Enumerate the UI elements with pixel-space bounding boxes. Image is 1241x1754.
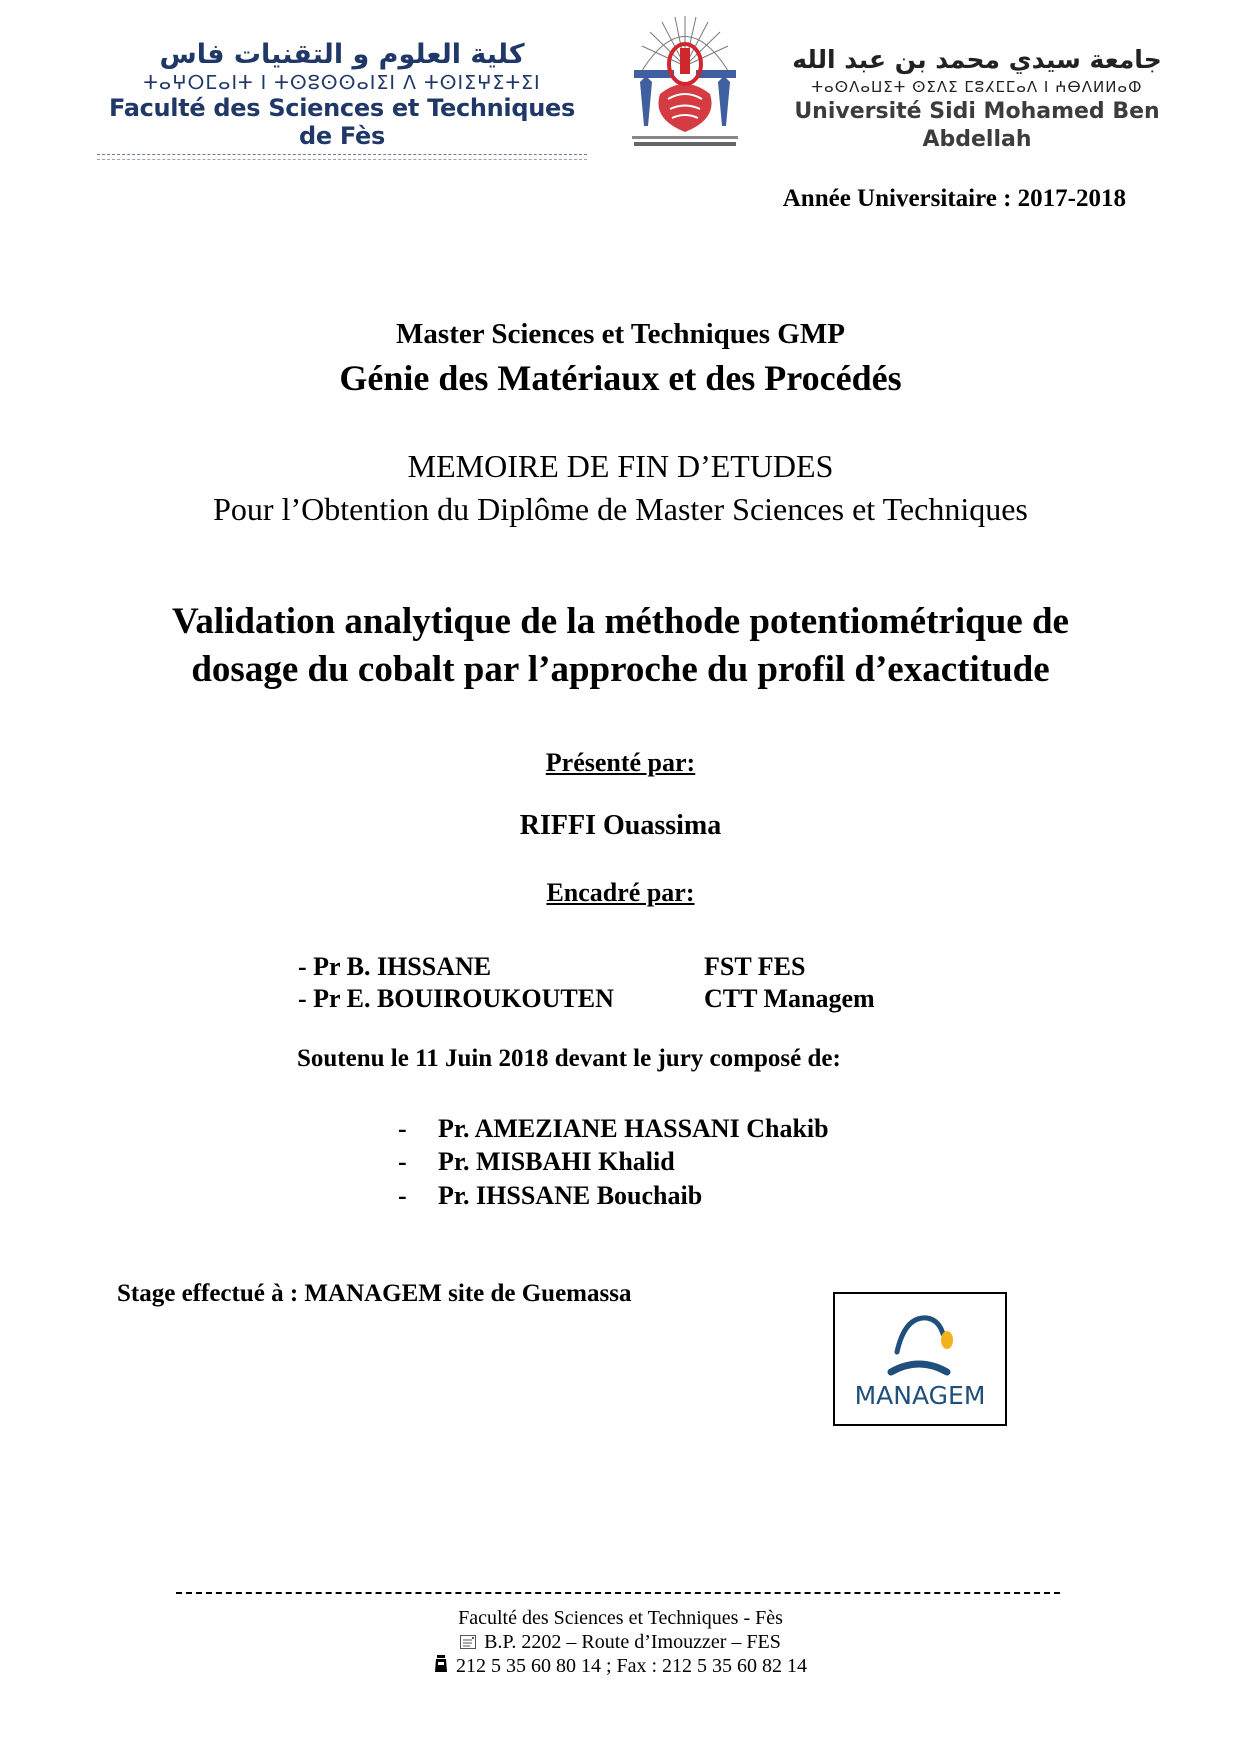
list-dash: - bbox=[398, 1114, 407, 1143]
jury-member bbox=[398, 1147, 675, 1177]
university-emblem-icon bbox=[620, 4, 750, 152]
specialty: Génie des Matériaux et des Procédés bbox=[339, 358, 902, 398]
managem-logo-icon bbox=[835, 1294, 1005, 1424]
university-emblem bbox=[620, 4, 750, 152]
mailbox-icon bbox=[460, 1631, 476, 1655]
thesis-title bbox=[0, 598, 1241, 694]
telephone-icon bbox=[434, 1655, 448, 1679]
footer-phone-text: 212 5 35 60 80 14 ; Fax : 212 5 35 60 82 14 bbox=[455, 1655, 808, 1677]
defense-statement: Soutenu le 11 Juin 2018 devant le jury composé de: bbox=[297, 1045, 841, 1072]
university-logo-arabic: جامعة سيدي محمد بن عبد الله bbox=[792, 45, 1162, 74]
footer-institution: Faculté des Sciences et Techniques - Fès bbox=[458, 1607, 783, 1629]
university-logo-french: Université Sidi Mohamed Ben Abdellah bbox=[794, 99, 1160, 152]
thesis-title-line-1: Validation analytique de la méthode potentiométrique de bbox=[172, 601, 1069, 642]
fst-logo-rule bbox=[97, 154, 587, 160]
supervised-by-label: Encadré par: bbox=[546, 878, 695, 907]
footer-address-text: B.P. 2202 – Route d’Imouzzer – FES bbox=[484, 1631, 781, 1653]
fst-logo-french: Faculté des Sciences et Techniques de Fès bbox=[109, 94, 575, 150]
fst-logo bbox=[92, 38, 592, 148]
academic-year: Année Universitaire : 2017-2018 bbox=[782, 185, 1126, 212]
thesis-title-line-2: dosage du cobalt par l’approche du profil d’exactitude bbox=[191, 649, 1050, 690]
supervisor-affiliation: CTT Managem bbox=[704, 984, 875, 1013]
fst-logo-tifinagh: ⵜⴰⵖⵔⵎⴰⵏⵜ ⵏ ⵜⵙⵓⵙⵙⴰⵏⵉⵏ ⴷ ⵜⵙⵏⵉⵖⵉⵜⵉⵏ bbox=[143, 72, 541, 94]
presented-by-label: Présenté par: bbox=[545, 748, 696, 777]
managem-logo bbox=[833, 1292, 1007, 1426]
document-purpose: Pour l’Obtention du Diplôme de Master Sciences et Techniques bbox=[213, 491, 1028, 527]
internship-statement: Stage effectué à : MANAGEM site de Guemassa bbox=[117, 1280, 632, 1307]
list-dash: - bbox=[398, 1181, 407, 1210]
master-program: Master Sciences et Techniques GMP bbox=[396, 318, 845, 350]
footer-phone bbox=[0, 1654, 1241, 1679]
jury-member bbox=[398, 1181, 702, 1211]
student-name: RIFFI Ouassima bbox=[519, 810, 722, 841]
university-logo-tifinagh: ⵜⴰⵙⴷⴰⵡⵉⵜ ⵙⵉⴷⵉ ⵎⵓⵃⵎⵎⴰⴷ ⵏ ⵄⴱⴷⵍⵍⴰⵀ bbox=[811, 78, 1143, 96]
document-type: MEMOIRE DE FIN D’ETUDES bbox=[407, 448, 834, 484]
footer-address bbox=[0, 1630, 1241, 1655]
footer-divider bbox=[176, 1592, 1060, 1594]
jury-member-name: Pr. AMEZIANE HASSANI Chakib bbox=[438, 1114, 829, 1143]
supervisor-name: - Pr B. IHSSANE bbox=[298, 952, 492, 981]
svg-text:MANAGEM: MANAGEM bbox=[854, 1381, 986, 1410]
jury-member bbox=[398, 1114, 829, 1144]
fst-logo-arabic: كلية العلوم و التقنيات فاس bbox=[159, 39, 525, 70]
supervisor-affiliation: FST FES bbox=[704, 952, 806, 981]
university-logo bbox=[762, 44, 1192, 154]
jury-member-name: Pr. IHSSANE Bouchaib bbox=[438, 1181, 703, 1210]
list-dash: - bbox=[398, 1147, 407, 1176]
supervisor-name: - Pr E. BOUIROUKOUTEN bbox=[298, 984, 614, 1013]
jury-member-name: Pr. MISBAHI Khalid bbox=[438, 1147, 675, 1176]
